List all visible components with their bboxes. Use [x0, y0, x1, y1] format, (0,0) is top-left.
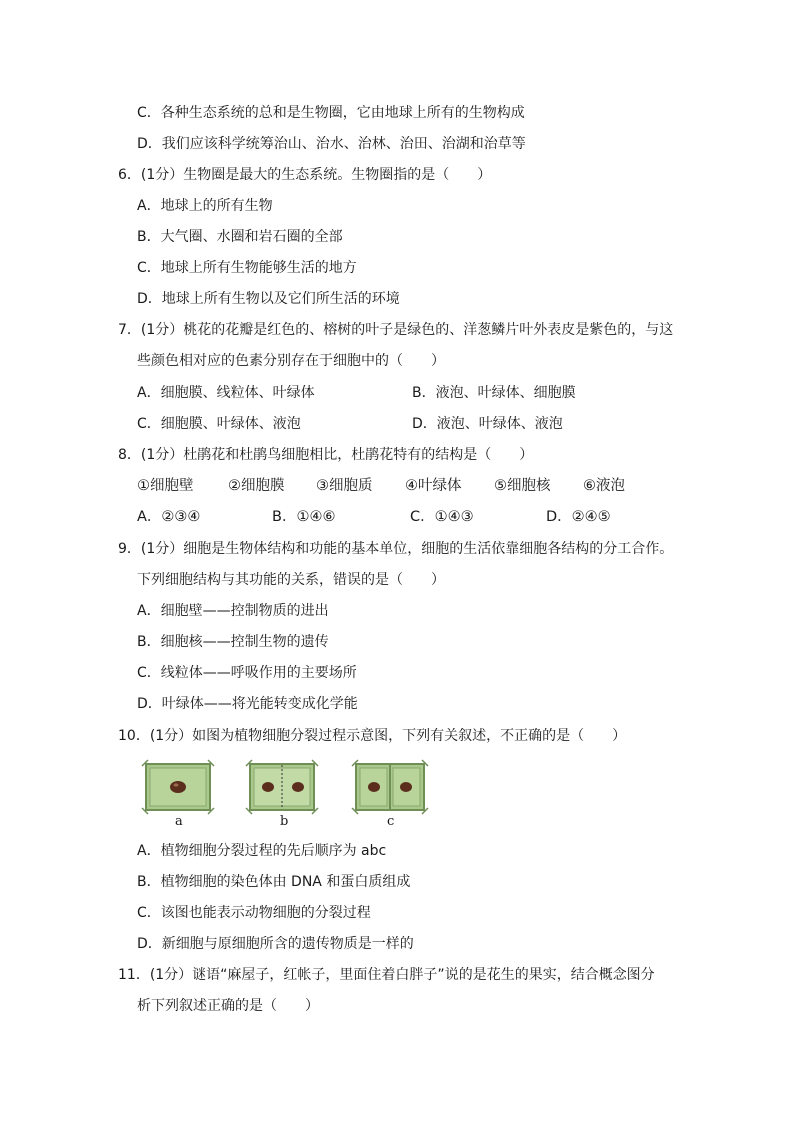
q9-option-b: B．细胞核——控制生物的遗传	[137, 634, 329, 650]
figure-label-b: b	[280, 814, 289, 829]
q11-stem-line1: 11．(1分）谜语“麻屋子，红帐子，里面住着白胖子”说的是花生的果实，结合概念图分	[118, 967, 655, 983]
q5-option-d: D．我们应该科学统筹治山、治水、治林、治田、治湖和治草等	[137, 136, 526, 152]
q8-item-6: ⑥液泡	[583, 478, 625, 494]
q10-option-b: B．植物细胞的染色体由 DNA 和蛋白质组成	[137, 874, 411, 890]
q11-stem-line2: 析下列叙述正确的是（ ）	[137, 998, 319, 1014]
q10-option-d: D．新细胞与原细胞所含的遗传物质是一样的	[137, 936, 414, 952]
cell-division-figure	[140, 756, 440, 834]
q8-option-a: A．②③④	[137, 509, 201, 525]
q10-option-c: C．该图也能表示动物细胞的分裂过程	[137, 905, 371, 921]
cell-c	[352, 760, 428, 814]
q8-option-c: C．①④③	[410, 509, 474, 525]
q8-option-d: D．②④⑤	[546, 509, 611, 525]
q9-option-d: D．叶绿体——将光能转变成化学能	[137, 696, 358, 712]
q6-stem: 6．(1分）生物圈是最大的生态系统。生物圈指的是（ ）	[118, 167, 492, 183]
q6-option-d: D．地球上所有生物以及它们所生活的环境	[137, 291, 400, 307]
q7-option-d: D．液泡、叶绿体、液泡	[412, 416, 563, 432]
q8-stem: 8．(1分）杜鹃花和杜鹃鸟细胞相比，杜鹃花特有的结构是（ ）	[118, 447, 534, 463]
cell-b	[246, 760, 318, 814]
q7-stem-line1: 7．(1分）桃花的花瓣是红色的、榕树的叶子是绿色的、洋葱鳞片叶外表皮是紫色的，与这	[118, 322, 674, 338]
q5-option-c: C．各种生态系统的总和是生物圈，它由地球上所有的生物构成	[137, 105, 525, 121]
q6-option-c: C．地球上所有生物能够生活的地方	[137, 260, 357, 276]
q8-item-4: ④叶绿体	[405, 478, 462, 494]
figure-label-c: c	[387, 814, 395, 829]
figure-label-a: a	[175, 814, 183, 829]
q6-option-a: A．地球上的所有生物	[137, 198, 273, 214]
q7-option-c: C．细胞膜、叶绿体、液泡	[137, 416, 301, 432]
q9-option-a: A．细胞壁——控制物质的进出	[137, 603, 329, 619]
q8-item-1: ①细胞壁	[137, 478, 194, 494]
q10-option-a: A．植物细胞分裂过程的先后顺序为 abc	[137, 843, 387, 859]
q6-option-b: B．大气圈、水圈和岩石圈的全部	[137, 229, 343, 245]
q7-option-b: B．液泡、叶绿体、细胞膜	[412, 385, 576, 401]
q9-option-c: C．线粒体——呼吸作用的主要场所	[137, 665, 357, 681]
q9-stem-line1: 9．(1分）细胞是生物体结构和功能的基本单位，细胞的生活依靠细胞各结构的分工合作。	[118, 541, 674, 557]
q8-item-2: ②细胞膜	[228, 478, 285, 494]
cell-a	[142, 760, 214, 814]
q7-stem-line2: 些颜色相对应的色素分别存在于细胞中的（ ）	[137, 353, 445, 369]
q7-option-a: A．细胞膜、线粒体、叶绿体	[137, 385, 315, 401]
q8-item-3: ③细胞质	[316, 478, 373, 494]
cell-division-diagram	[140, 756, 440, 834]
q9-stem-line2: 下列细胞结构与其功能的关系，错误的是（ ）	[137, 572, 445, 588]
q10-stem: 10．(1分）如图为植物细胞分裂过程示意图，下列有关叙述，不正确的是（ ）	[118, 728, 627, 744]
q8-item-5: ⑤细胞核	[494, 478, 551, 494]
q8-option-b: B．①④⑥	[272, 509, 336, 525]
